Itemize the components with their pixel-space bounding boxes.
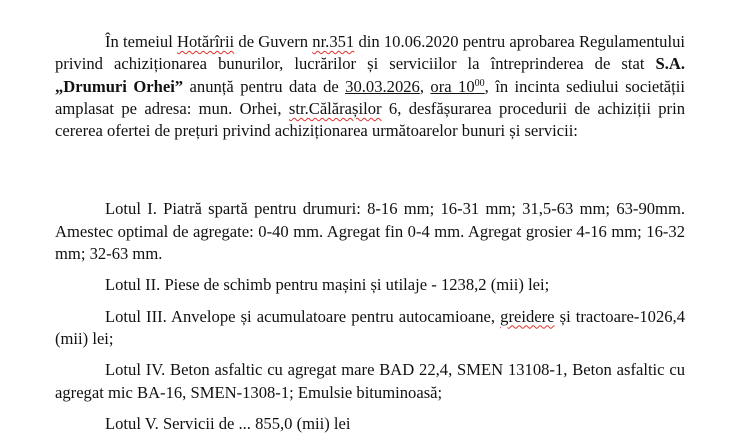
lot-4: Lotul IV. Beton asfaltic cu agregat mare BAD 22,4, SMEN 13108-1, Beton asfaltic cu agregat mic BA-16, SMEN-1308-1; Emulsie bituminoasă; bbox=[55, 360, 685, 402]
text: , bbox=[419, 76, 431, 96]
lot-1: Lotul I. Piatră spartă pentru drumuri: 8-16 mm; 16-31 mm; 31,5-63 mm; 63-90mm. Amestec optimal de agregate: 0-40 mm. Agregat fin 0-4 mm. Agregat grosier 4-16 mm; 16-32 mm; 32-63 mm. bbox=[55, 199, 685, 264]
text: , în incinta sediului societății amplasat pe adresa: mun. Orhei, bbox=[55, 76, 686, 118]
text: și tractoare-1026,4 (mii) lei; bbox=[55, 306, 685, 348]
text: În temeiul bbox=[105, 32, 178, 51]
text: Lotul III. Anvelope și acumulatoare pentru autocamioane, bbox=[105, 306, 501, 326]
text: 6, desfășurarea procedurii de achiziții prin cererea ofertei de prețuri privind achiziționarea următoarelor bunuri și servicii: bbox=[55, 98, 685, 141]
lot-5-partial: Lotul V. Servicii de ... 855,0 (mii) lei bbox=[105, 413, 351, 433]
text: din 10.06.2020 pentru aprobarea Regulamentului privind achiziționarea bunurilor, lucrărilor și serviciilor la întreprinderea de stat bbox=[55, 32, 685, 74]
hour-minutes: 00 bbox=[474, 77, 485, 89]
spellcheck-flagged-word[interactable]: Hotărîrii bbox=[177, 32, 235, 51]
company-name: S.A.„Drumuri Orhei” bbox=[55, 54, 685, 96]
hour-label: ora 10 bbox=[430, 76, 475, 96]
document-page bbox=[55, 31, 685, 435]
text: de Guvern bbox=[234, 32, 313, 51]
procurement-date: 30.03.2026 bbox=[345, 76, 420, 96]
procurement-hour bbox=[430, 77, 484, 96]
lot-3 bbox=[55, 306, 685, 351]
lot-2: Lotul II. Piese de schimb pentru mașini și utilaje - 1238,2 (mii) lei; bbox=[105, 275, 550, 295]
text: anunță pentru data de bbox=[183, 76, 346, 96]
spellcheck-flagged-word[interactable]: str.Călărașilor bbox=[288, 98, 382, 118]
spellcheck-flagged-word[interactable]: nr.351 bbox=[312, 32, 355, 51]
intro-paragraph bbox=[55, 31, 685, 142]
spellcheck-flagged-word[interactable]: greidere bbox=[500, 306, 555, 326]
